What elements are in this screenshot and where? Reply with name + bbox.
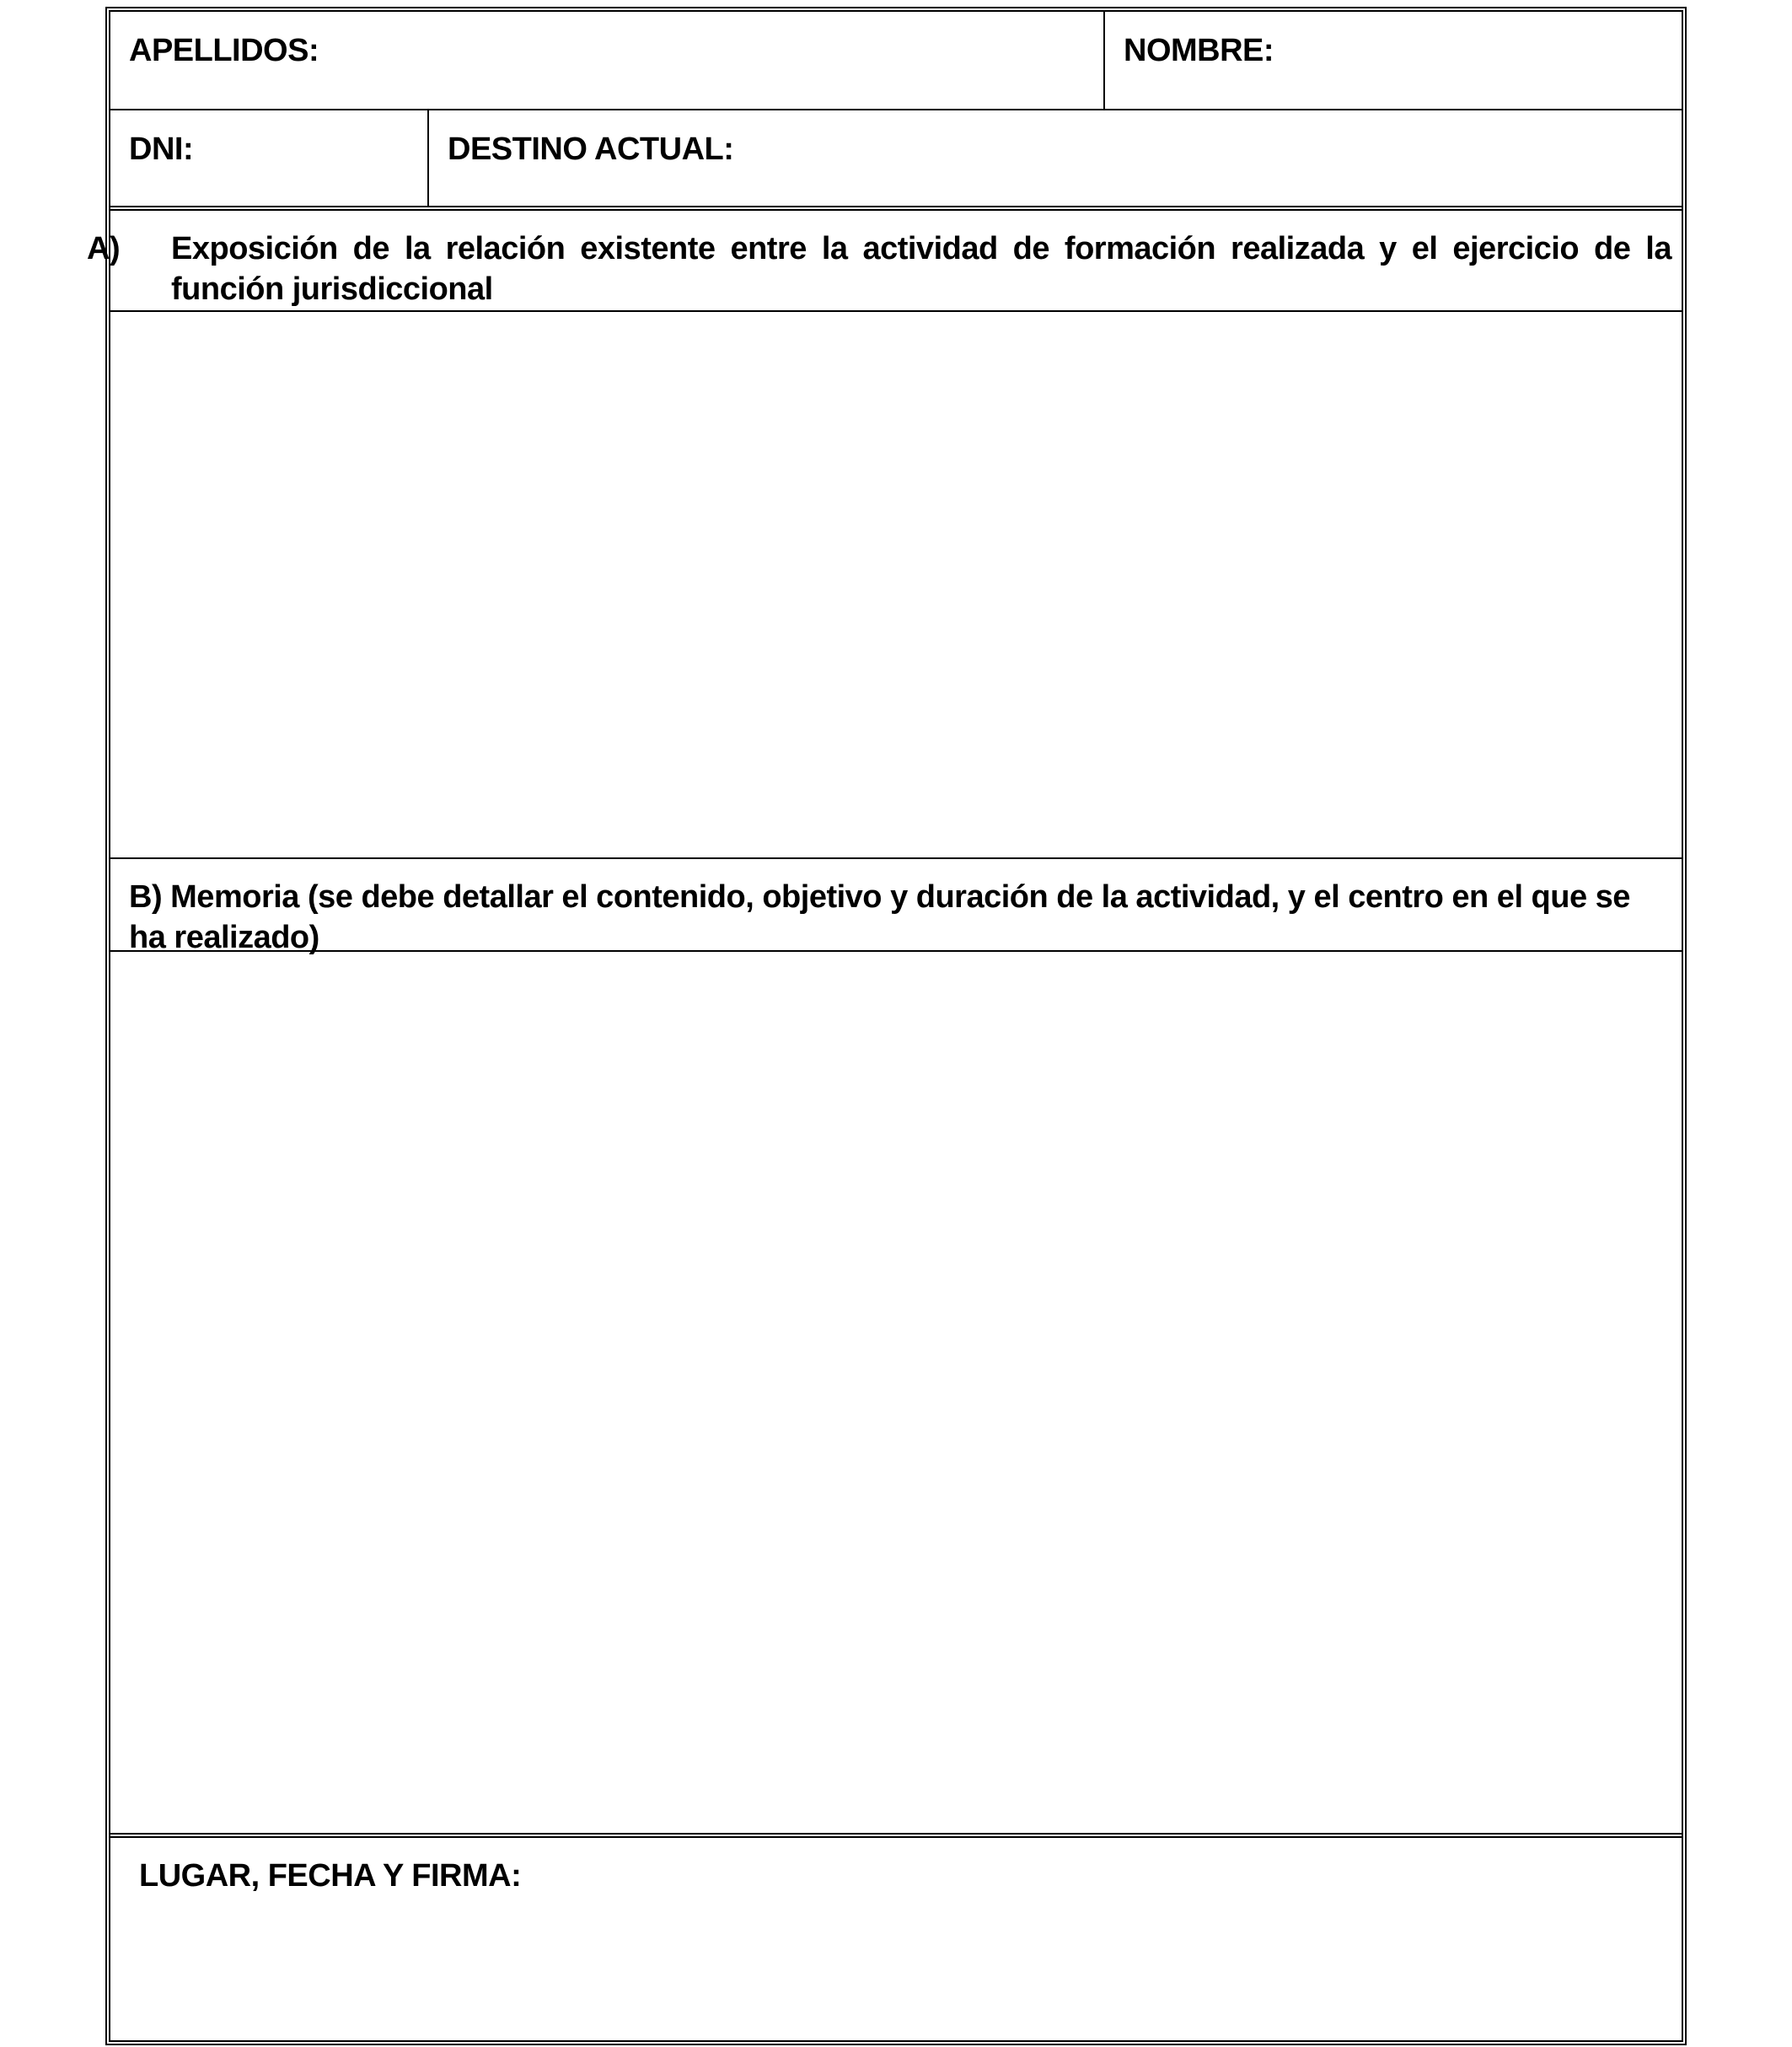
personal-data-block xyxy=(110,12,1682,211)
section-b-textarea[interactable] xyxy=(110,952,1682,1833)
signature-label: LUGAR, FECHA Y FIRMA: xyxy=(139,1858,522,1894)
section-b-heading xyxy=(110,859,1682,955)
destino-label: DESTINO ACTUAL: xyxy=(448,132,734,167)
destino-field[interactable] xyxy=(427,110,1682,206)
signature-block[interactable] xyxy=(110,1838,1682,2040)
sections-block xyxy=(87,211,1682,1838)
dni-row xyxy=(110,110,1682,206)
section-a-textarea[interactable] xyxy=(110,312,1682,859)
name-row xyxy=(110,12,1682,110)
form-frame xyxy=(87,7,1687,2045)
dni-label: DNI: xyxy=(129,132,194,167)
dni-field[interactable] xyxy=(110,110,427,206)
apellidos-label: APELLIDOS: xyxy=(129,33,319,68)
section-a-heading xyxy=(87,211,1682,312)
apellidos-field[interactable] xyxy=(110,12,1103,109)
section-a-title: Exposición de la relación existente entre la actividad de formación realizada y el ejercicio de la función jurisdiccional xyxy=(171,231,1671,307)
section-a-letter: A) xyxy=(87,231,121,266)
section-b-title: B) Memoria (se debe detallar el contenido, objetivo y duración de la actividad, y el centro en el que se ha realizado) xyxy=(129,879,1630,955)
nombre-field[interactable] xyxy=(1103,12,1682,109)
nombre-label: NOMBRE: xyxy=(1124,33,1274,68)
